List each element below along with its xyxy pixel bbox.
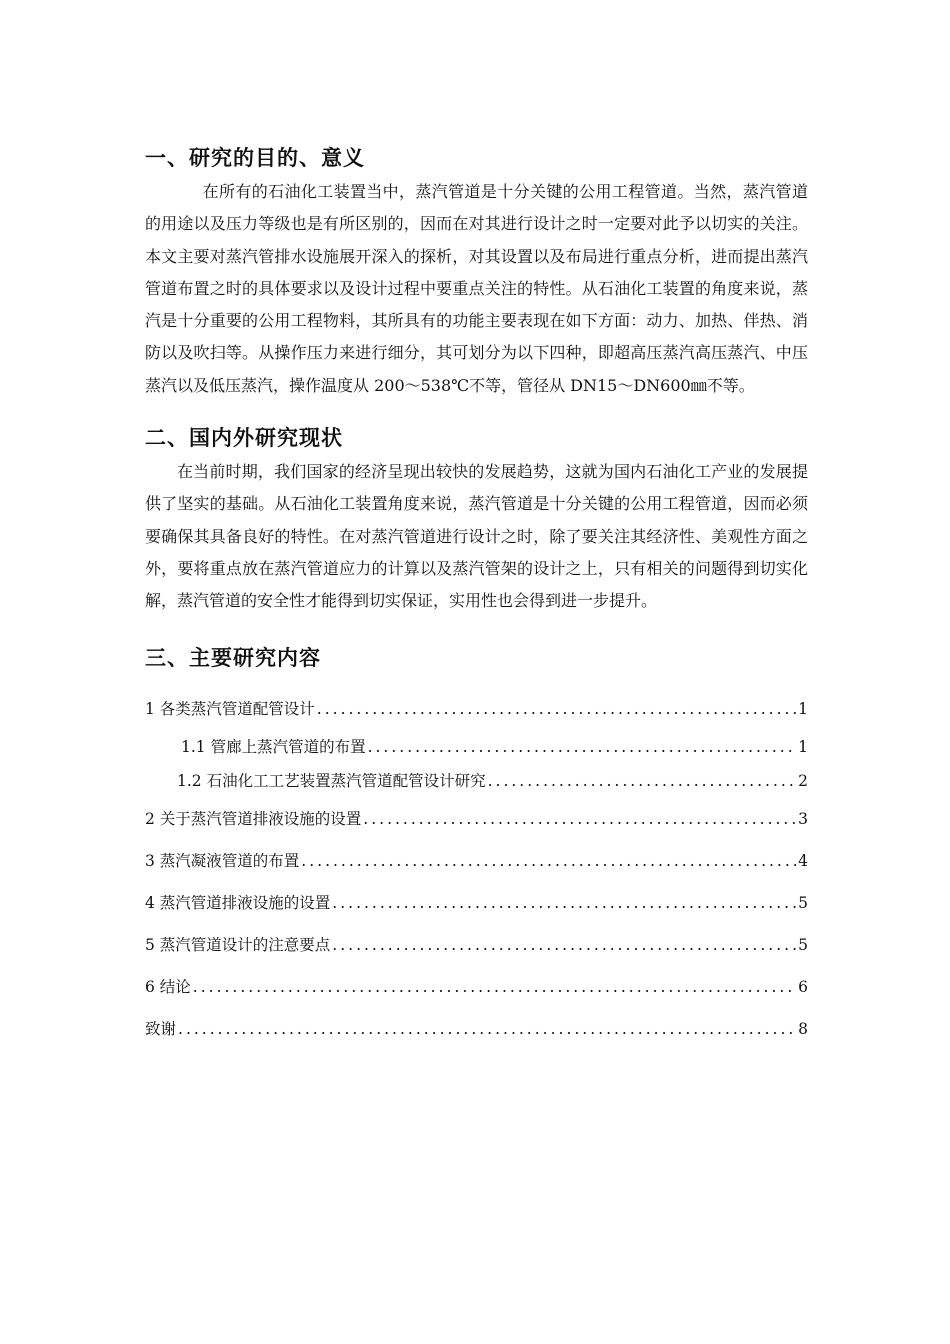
toc-entry[interactable] <box>145 688 808 730</box>
toc-entry-page: 6 <box>798 977 808 996</box>
toc-leader-dots <box>332 882 796 924</box>
toc-entry-page: 5 <box>798 893 808 912</box>
toc-leader-dots <box>332 924 796 966</box>
section-paragraph-purpose: 在所有的石油化工装置当中，蒸汽管道是十分关键的公用工程管道。当然，蒸汽管道的用途以及压力等级也是有所区别的，因而在对其进行设计之时一定要对此予以切实的关注。本文主要对蒸汽管排水设施展开深入的探析，对其设置以及布局进行重点分析，进而提出蒸汽管道布置之时的具体要求以及设计过程中要重点关注的特性。从石油化工装置的角度来说，蒸汽是十分重要的公用工程物料，其所具有的功能主要表现在如下方面：动力、加热、伴热、消防以及吹扫等。从操作压力来进行细分，其可划分为以下四种，即超高压蒸汽高压蒸汽、中压蒸汽以及低压蒸汽，操作温度从 200～538℃不等，管径从 DN15～DN600㎜不等。 <box>145 182 808 395</box>
toc-entry-label: 1.1 管廊上蒸汽管道的布置 <box>181 737 366 756</box>
toc-entry-page: 2 <box>798 771 808 790</box>
toc-entry-label: 4 蒸汽管道排液设施的设置 <box>145 893 331 912</box>
document-content <box>145 140 808 1050</box>
toc-entry[interactable] <box>145 798 808 840</box>
toc-entry-page: 8 <box>798 1019 808 1038</box>
toc-entry[interactable] <box>145 730 808 764</box>
toc-leader-dots <box>178 1008 796 1050</box>
toc-leader-dots <box>488 764 797 798</box>
table-of-contents <box>145 688 808 1050</box>
toc-leader-dots <box>317 688 796 730</box>
toc-entry-label: 6 结论 <box>145 977 191 996</box>
toc-entry-page: 1 <box>798 699 808 718</box>
toc-leader-dots <box>368 730 797 764</box>
toc-entry-page: 1 <box>798 737 808 756</box>
toc-entry-label: 致谢 <box>145 1019 177 1038</box>
section-heading-purpose: 一、研究的目的、意义 <box>145 146 365 170</box>
toc-entry-label: 1 各类蒸汽管道配管设计 <box>145 699 315 718</box>
section-paragraph-status: 在当前时期，我们国家的经济呈现出较快的发展趋势，这就为国内石油化工产业的发展提供了坚实的基础。从石油化工装置角度来说，蒸汽管道是十分关键的公用工程管道，因而必须要确保其具备良好的特性。在对蒸汽管道进行设计之时，除了要关注其经济性、美观性方面之外，要将重点放在蒸汽管道应力的计算以及蒸汽管架的设计之上，只有相关的问题得到切实化解，蒸汽管道的安全性才能得到切实保证，实用性也会得到进一步提升。 <box>145 462 808 611</box>
toc-entry-page: 4 <box>798 851 808 870</box>
toc-entry-page: 5 <box>798 935 808 954</box>
toc-entry-page: 3 <box>798 809 808 828</box>
toc-entry-label: 2 关于蒸汽管道排液设施的设置 <box>145 809 362 828</box>
toc-leader-dots <box>363 798 796 840</box>
toc-entry[interactable] <box>145 840 808 882</box>
toc-entry-label: 3 蒸汽凝液管道的布置 <box>145 851 300 870</box>
toc-entry[interactable] <box>145 1008 808 1050</box>
toc-leader-dots <box>193 966 796 1008</box>
section-heading-content: 三、主要研究内容 <box>145 645 321 670</box>
toc-entry[interactable] <box>145 764 808 798</box>
toc-entry[interactable] <box>145 924 808 966</box>
toc-entry-label: 1.2 石油化工工艺装置蒸汽管道配管设计研究 <box>177 771 486 790</box>
section-heading-status: 二、国内外研究现状 <box>145 426 343 451</box>
toc-entry[interactable] <box>145 882 808 924</box>
toc-entry[interactable] <box>145 966 808 1008</box>
toc-entry-label: 5 蒸汽管道设计的注意要点 <box>145 935 331 954</box>
toc-leader-dots <box>301 840 796 882</box>
